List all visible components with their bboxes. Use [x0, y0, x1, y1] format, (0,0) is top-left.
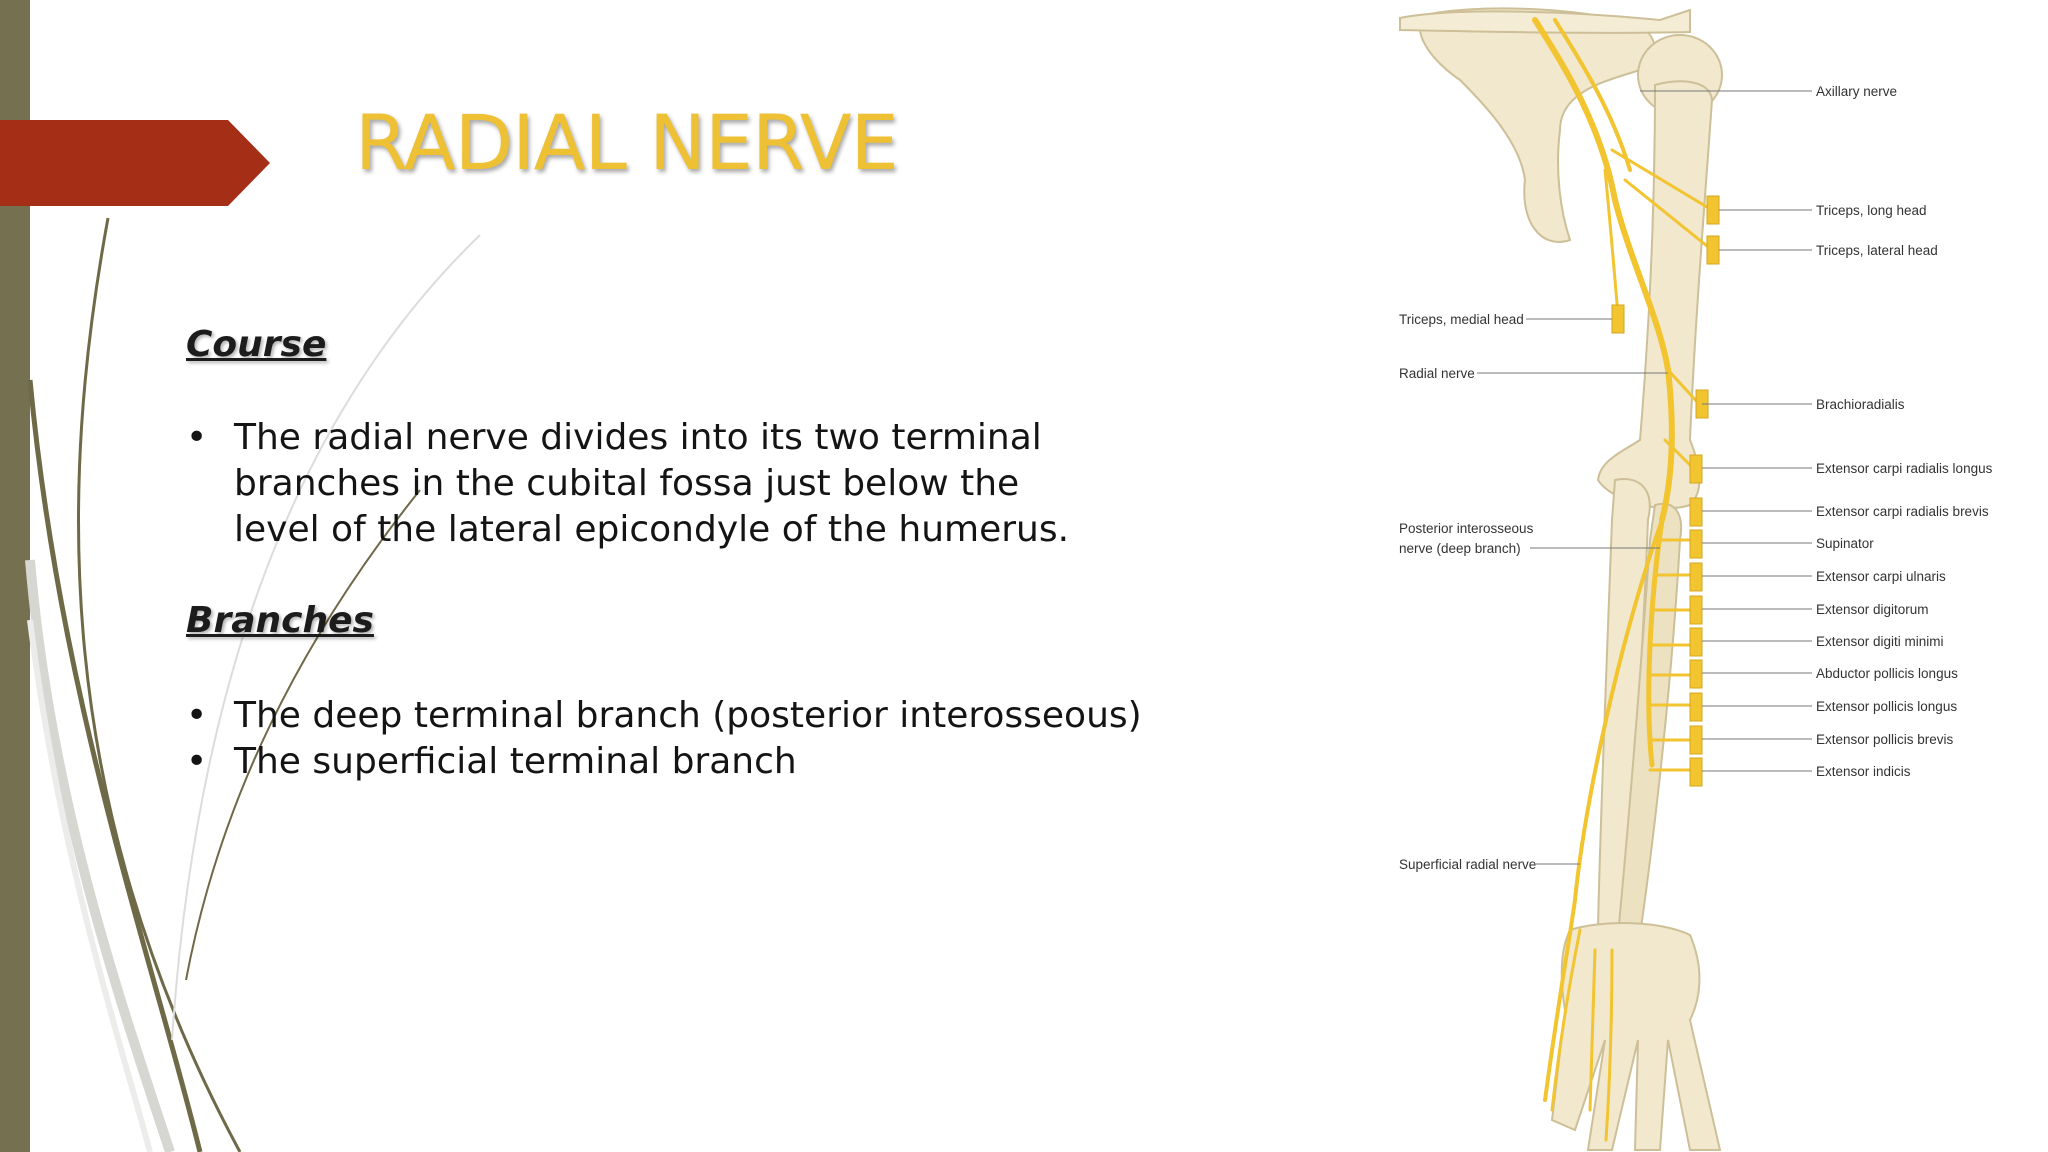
list-item — [186, 739, 1146, 785]
left-labels — [1399, 312, 1536, 872]
title-arrow-shape — [0, 120, 270, 206]
label-triceps-lateral-head: Triceps, lateral head — [1816, 243, 1938, 258]
label-triceps-long-head: Triceps, long head — [1816, 203, 1927, 218]
label-extensor-digitorum: Extensor digitorum — [1816, 602, 1929, 617]
label-epb: Extensor pollicis brevis — [1816, 732, 1954, 747]
label-ecrl: Extensor carpi radialis longus — [1816, 461, 1993, 476]
bullet-dot: • — [186, 417, 208, 458]
branches-heading: Branches — [186, 600, 374, 641]
label-posterior-interosseous-2: nerve (deep branch) — [1399, 541, 1521, 556]
radial-nerve-anatomy-figure — [1385, 0, 2048, 1152]
label-ecrb: Extensor carpi radialis brevis — [1816, 504, 1989, 519]
branches-bullet-list — [186, 693, 1146, 785]
right-labels — [1816, 84, 1993, 779]
label-apl: Abductor pollicis longus — [1816, 666, 1958, 681]
label-edm: Extensor digiti minimi — [1816, 634, 1944, 649]
branch-bullet-text: The superficial terminal branch — [234, 741, 797, 782]
clavicle — [1400, 10, 1690, 33]
course-heading: Course — [186, 324, 327, 365]
label-posterior-interosseous-1: Posterior interosseous — [1399, 521, 1534, 536]
bullet-dot: • — [186, 741, 208, 782]
label-axillary-nerve: Axillary nerve — [1816, 84, 1898, 99]
label-supinator: Supinator — [1816, 536, 1874, 551]
branch-bullet-text: The deep terminal branch (posterior interosseous) — [234, 695, 1142, 736]
slide-title: RADIAL NERVE — [355, 98, 898, 187]
course-bullet-text: The radial nerve divides into its two terminal branches in the cubital fossa just below the level of the lateral epicondyle of the humerus. — [234, 417, 1070, 550]
label-extensor-indicis: Extensor indicis — [1816, 764, 1911, 779]
list-item — [186, 415, 1116, 553]
label-brachioradialis: Brachioradialis — [1816, 397, 1905, 412]
label-ecu: Extensor carpi ulnaris — [1816, 569, 1946, 584]
bullet-dot: • — [186, 695, 208, 736]
label-superficial-radial-nerve: Superficial radial nerve — [1399, 857, 1537, 872]
label-epl: Extensor pollicis longus — [1816, 699, 1958, 714]
course-bullet-list — [186, 415, 1116, 553]
hand — [1552, 923, 1720, 1150]
label-radial-nerve: Radial nerve — [1399, 366, 1475, 381]
anatomy-illustration — [1385, 0, 2048, 1152]
label-triceps-medial-head: Triceps, medial head — [1399, 312, 1524, 327]
list-item — [186, 693, 1146, 739]
